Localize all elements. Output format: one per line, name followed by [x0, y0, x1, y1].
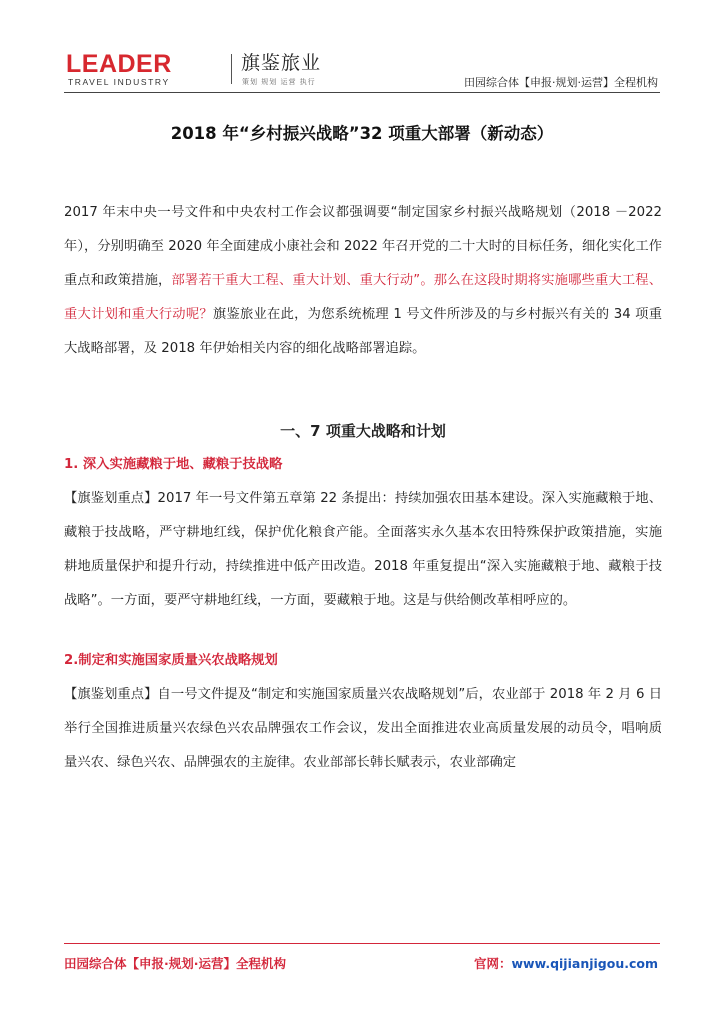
document-body	[64, 196, 662, 780]
website-link[interactable]: www.qijianjigou.com	[511, 956, 658, 971]
website-label: 官网：	[473, 956, 512, 971]
intro-highlight: 部署若干重大工程、重大计划、重大行动”。那么在这段时期将实施哪些重大工程、重大计划和重大行动呢？	[64, 273, 663, 322]
page-footer	[64, 948, 660, 972]
leader-logo: LEADER	[66, 50, 172, 78]
footer-tagline: 田园综合体【申报·规划·运营】全程机构	[64, 956, 286, 971]
intro-paragraph	[64, 196, 662, 366]
logo-divider	[231, 54, 232, 84]
footer-divider	[64, 943, 660, 944]
item-heading-1: 1. 深入实施藏粮于地、藏粮于技战略	[64, 457, 283, 472]
footer-website	[474, 954, 658, 972]
document-title: 2018 年“乡村振兴战略”32 项重大部署（新动态）	[170, 124, 554, 143]
brand-slogan: 策划 规划 运营 执行	[242, 78, 316, 86]
header-divider	[64, 92, 660, 93]
item-body-1: 【旗鉴划重点】2017 年一号文件第五章第 22 条提出：持续加强农田基本建设。深入实施藏粮于地、藏粮于技战略，严守耕地红线，保护优化粮食产能。全面落实永久基本农田特殊保护政策措施，实施耕地质量保护和提升行动，持续推进中低产田改造。2018 年重复提出“深入实施藏粮于地、藏粮于技战略”。一方面，要严守耕地红线，一方面，要藏粮于地。这是与供给侧改革相呼应的。	[64, 491, 662, 608]
logo-subtext: TRAVEL INDUSTRY	[68, 77, 170, 87]
intro-text-2: 旗鉴旅业在此，为您系统梳理 1 号文件所涉及的与乡村振兴有关的 34 项重大战略部署，及 2018 年伊始相关内容的细化战略部署追踪。	[64, 307, 662, 356]
spacer	[64, 618, 662, 644]
section-heading: 一、7 项重大战略和计划	[280, 422, 446, 440]
item-heading-2: 2.制定和实施国家质量兴农战略规划	[64, 653, 278, 668]
item-body-2: 【旗鉴划重点】自一号文件提及“制定和实施国家质量兴农战略规划”后，农业部于 2018 年 2 月 6 日举行全国推进质量兴农绿色兴农品牌强农工作会议，发出全面推进农业高质量发展的动员令，唱响质量兴农、绿色兴农、品牌强农的主旋律。农业部部长韩长赋表示，农业部确定	[64, 687, 662, 770]
intro-text-1: 2017 年末中央一号文件和中央农村工作会议都强调要“制定国家乡村振兴战略规划（2018 －2022 年），分别明确至 2020 年全面建成小康社会和 2022 年召开党的二十大时的目标任务，细化实化工作重点和政策措施，	[64, 205, 662, 288]
brand-name: 旗鉴旅业	[241, 52, 322, 74]
header-tagline: 田园综合体【申报·规划·运营】全程机构	[464, 76, 658, 89]
page-header	[64, 50, 660, 90]
